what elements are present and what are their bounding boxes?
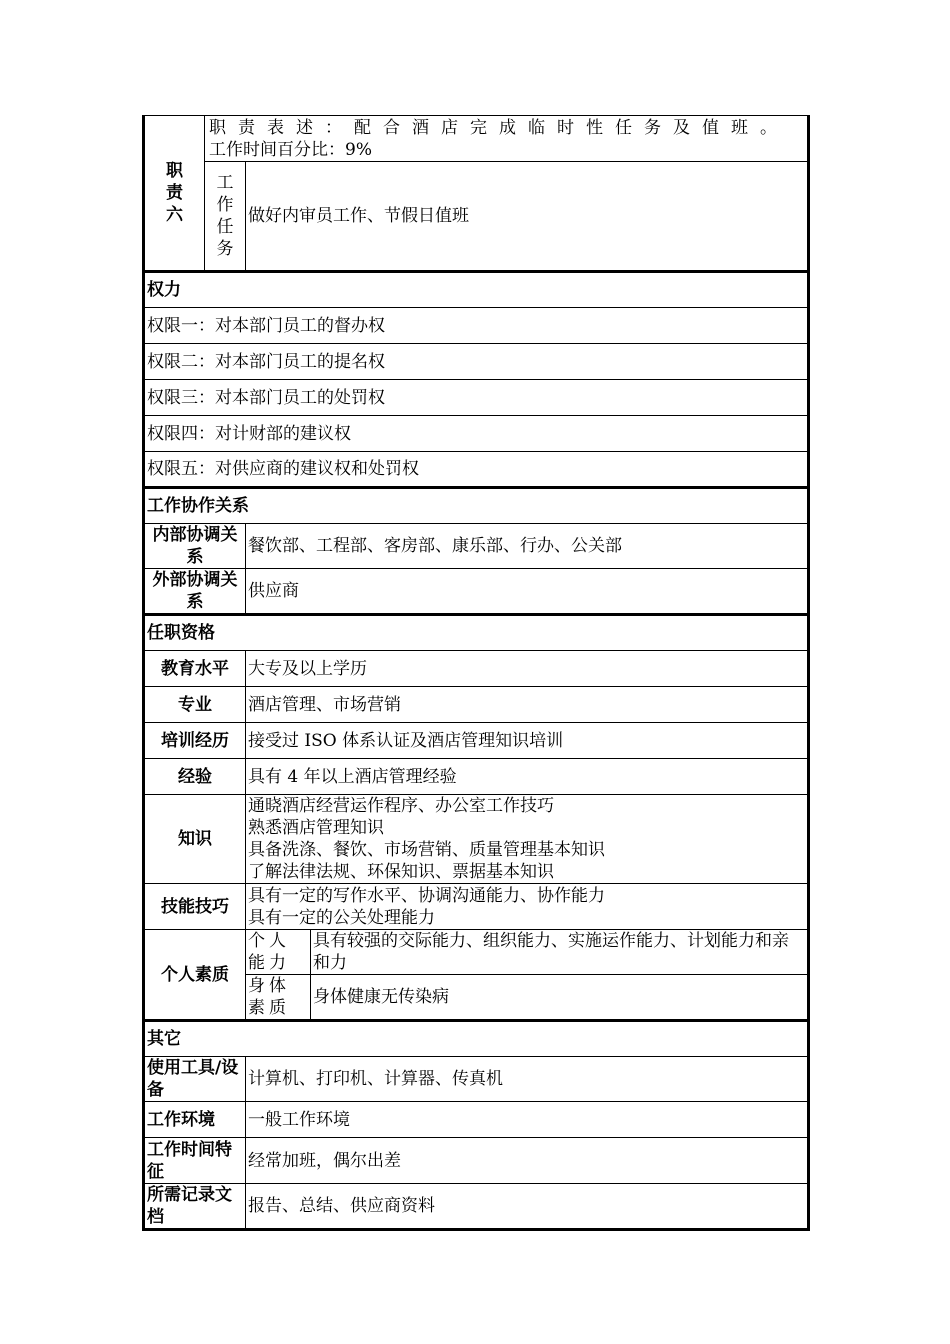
tools-label: 使用工具/设备	[144, 1057, 246, 1102]
env-value: 一般工作环境	[246, 1102, 809, 1138]
tools-value: 计算机、打印机、计算器、传真机	[246, 1057, 809, 1102]
skills-label: 技能技巧	[144, 884, 246, 930]
knowledge-line: 了解法律法规、环保知识、票据基本知识	[248, 862, 554, 882]
skills-value	[246, 884, 809, 930]
internal-value: 餐饮部、工程部、客房部、康乐部、行办、公关部	[246, 524, 809, 569]
external-value: 供应商	[246, 569, 809, 615]
time-label: 工作时间特征	[144, 1138, 246, 1184]
training-value: 接受过 ISO 体系认证及酒店管理知识培训	[246, 723, 809, 759]
physical-label: 身体素质	[246, 975, 311, 1021]
other-title: 其它	[144, 1021, 809, 1057]
duty6-percent-line: 工作时间百分比：9%	[209, 139, 372, 160]
relations-title: 工作协作关系	[144, 488, 809, 524]
education-label: 教育水平	[144, 651, 246, 687]
external-label: 外部协调关系	[144, 569, 246, 615]
duty6-label: 职 责 六	[144, 116, 205, 272]
duty6-desc-line: 职责表述：配合酒店完成临时性任务及值班。	[209, 117, 789, 138]
power-item-4: 权限四：对计财部的建议权	[144, 416, 809, 452]
env-label: 工作环境	[144, 1102, 246, 1138]
duty6-description	[205, 116, 809, 162]
personal-label: 个人素质	[144, 930, 246, 1021]
qualify-title: 任职资格	[144, 615, 809, 651]
duty6-task-label: 工 作 任 务	[205, 162, 246, 272]
training-label: 培训经历	[144, 723, 246, 759]
power-item-5: 权限五：对供应商的建议权和处罚权	[144, 452, 809, 488]
power-item-1: 权限一：对本部门员工的督办权	[144, 308, 809, 344]
major-value: 酒店管理、市场营销	[246, 687, 809, 723]
docs-label: 所需记录文档	[144, 1184, 246, 1230]
major-label: 专业	[144, 687, 246, 723]
knowledge-label: 知识	[144, 795, 246, 884]
skills-line: 具有一定的公关处理能力	[248, 907, 435, 928]
knowledge-line: 通晓酒店经营运作程序、办公室工作技巧	[248, 796, 554, 816]
power-item-2: 权限二：对本部门员工的提名权	[144, 344, 809, 380]
physical-value: 身体健康无传染病	[311, 975, 809, 1021]
internal-label: 内部协调关系	[144, 524, 246, 569]
knowledge-value	[246, 795, 809, 884]
duty6-task: 做好内审员工作、节假日值班	[246, 162, 809, 272]
knowledge-line: 熟悉酒店管理知识	[248, 818, 384, 838]
time-value: 经常加班，偶尔出差	[246, 1138, 809, 1184]
power-item-3: 权限三：对本部门员工的处罚权	[144, 380, 809, 416]
power-title: 权力	[144, 272, 809, 308]
docs-value: 报告、总结、供应商资料	[246, 1184, 809, 1230]
education-value: 大专及以上学历	[246, 651, 809, 687]
skills-line: 具有一定的写作水平、协调沟通能力、协作能力	[248, 885, 605, 906]
ability-value: 具有较强的交际能力、组织能力、实施运作能力、计划能力和亲和力	[311, 930, 809, 975]
job-description-table	[142, 115, 810, 1231]
experience-value: 具有 4 年以上酒店管理经验	[246, 759, 809, 795]
experience-label: 经验	[144, 759, 246, 795]
knowledge-line: 具备洗涤、餐饮、市场营销、质量管理基本知识	[248, 840, 605, 860]
ability-label: 个人能力	[246, 930, 311, 975]
